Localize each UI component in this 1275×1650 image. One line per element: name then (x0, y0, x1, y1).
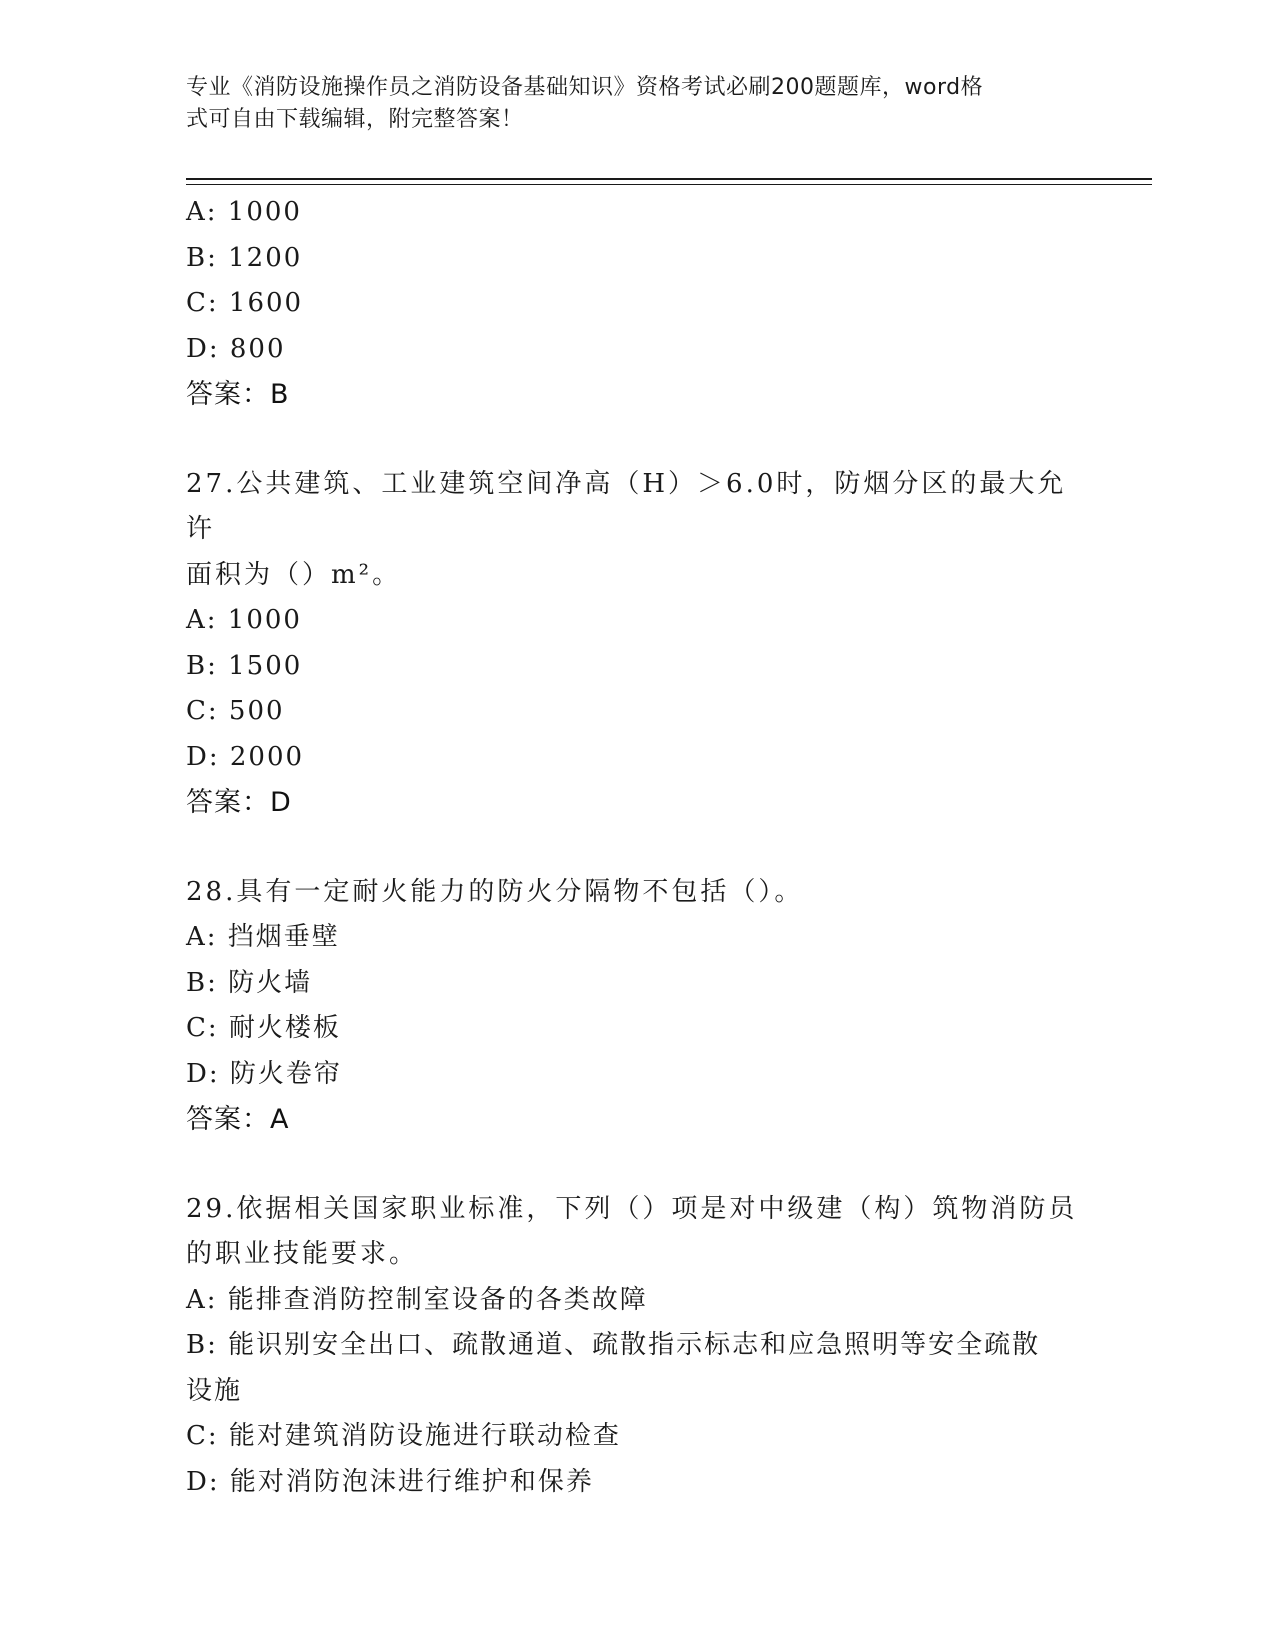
answer-label: 答案：D (186, 787, 292, 818)
option-c: C: 500 (186, 696, 285, 726)
option-c: C: 耐火楼板 (186, 1013, 341, 1043)
document-header (186, 72, 1066, 136)
question-text-line-1: 28.具有一定耐火能力的防火分隔物不包括（）。 (186, 876, 804, 907)
answer-label: 答案：A (186, 1104, 290, 1135)
option-d: D: 能对消防泡沫进行维护和保养 (186, 1466, 594, 1497)
question-27-block (186, 462, 1086, 826)
question-text-line-2: 的职业技能要求。 (186, 1239, 419, 1269)
question-text-line-2: 面积为（）m²。 (186, 559, 402, 590)
option-b: B: 防火墙 (186, 967, 313, 998)
option-b-continuation: 设施 (186, 1375, 243, 1406)
option-c: C: 1600 (186, 288, 304, 318)
question-28-block (186, 870, 1086, 1143)
question-text-line-1: 29.依据相关国家职业标准，下列（）项是对中级建（构）筑物消防员 (186, 1193, 1078, 1224)
option-b: B: 能识别安全出口、疏散通道、疏散指示标志和应急照明等安全疏散 (186, 1330, 1041, 1360)
option-a: A: 能排查消防控制室设备的各类故障 (186, 1284, 648, 1315)
header-line-2: 式可自由下载编辑，附完整答案！ (186, 107, 524, 132)
option-a: A: 1000 (186, 605, 302, 635)
option-d: D: 2000 (186, 741, 305, 772)
option-d: D: 防火卷帘 (186, 1058, 342, 1089)
option-a: A: 挡烟垂壁 (186, 922, 340, 952)
question-text-line-1: 27.公共建筑、工业建筑空间净高（H）＞6.0时，防烟分区的最大允许 (186, 468, 1067, 544)
option-d: D: 800 (186, 333, 286, 364)
question-26-block (186, 190, 1086, 418)
option-a: A: 1000 (186, 197, 302, 227)
option-c: C: 能对建筑消防设施进行联动检查 (186, 1421, 621, 1451)
document-body (186, 190, 1086, 1505)
header-line-1: 专业《消防设施操作员之消防设备基础知识》资格考试必刷200题题库，word格 (186, 75, 984, 100)
option-b: B: 1200 (186, 242, 303, 273)
question-29-block (186, 1187, 1086, 1506)
answer-label: 答案：B (186, 379, 290, 410)
option-b: B: 1500 (186, 650, 303, 681)
header-divider-thick (186, 178, 1152, 180)
header-divider-thin (186, 184, 1152, 185)
